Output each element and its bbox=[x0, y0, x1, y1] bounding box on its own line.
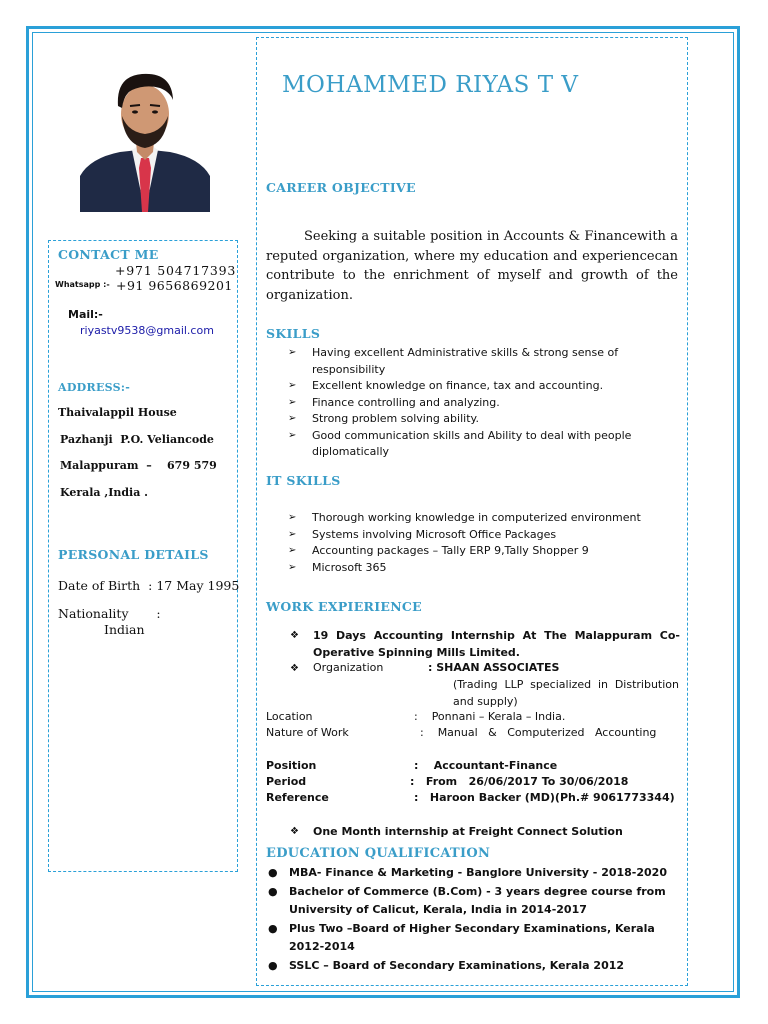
it-skills-list bbox=[288, 510, 680, 576]
period-value: : From 26/06/2017 To 30/06/2018 bbox=[410, 775, 629, 788]
whatsapp-label: Whatsapp :- bbox=[55, 280, 110, 289]
contact-heading: CONTACT ME bbox=[58, 247, 159, 262]
arrow-bullet-icon: ➢ bbox=[288, 413, 297, 424]
bullet-icon: ● bbox=[268, 921, 278, 935]
diamond-bullet-icon: ❖ bbox=[290, 630, 299, 641]
address-line: Pazhanji P.O. Veliancode bbox=[60, 433, 214, 446]
list-item: ➢ Finance controlling and analyzing. bbox=[288, 395, 680, 412]
it-skills-heading: IT SKILLS bbox=[266, 473, 341, 488]
list-item: ➢ Excellent knowledge on finance, tax and accounting. bbox=[288, 378, 680, 395]
nature-value: : Manual & Computerized Accounting bbox=[420, 726, 657, 739]
arrow-bullet-icon: ➢ bbox=[288, 380, 297, 391]
candidate-name: MOHAMMED RIYAS T V bbox=[282, 72, 579, 98]
arrow-bullet-icon: ➢ bbox=[288, 528, 297, 540]
mail-label: Mail:- bbox=[68, 308, 103, 321]
arrow-bullet-icon: ➢ bbox=[288, 396, 297, 408]
arrow-bullet-icon: ➢ bbox=[288, 347, 297, 358]
arrow-bullet-icon: ➢ bbox=[288, 429, 297, 441]
position-label: Position bbox=[266, 759, 317, 772]
date-of-birth: Date of Birth : 17 May 1995 bbox=[58, 578, 240, 593]
list-item: ➢ Strong problem solving ability. bbox=[288, 411, 680, 428]
whatsapp-number: +91 9656869201 bbox=[116, 278, 233, 293]
phone-number: +971 504717393 bbox=[115, 263, 237, 278]
arrow-bullet-icon: ➢ bbox=[288, 545, 297, 556]
list-item: ● Bachelor of Commerce (B.Com) - 3 years degree course from University of Calicut, Kerala, India in 2014-2017 bbox=[268, 884, 666, 916]
list-item: ➢ Systems involving Microsoft Office Packages bbox=[288, 527, 680, 544]
skills-heading: SKILLS bbox=[266, 326, 321, 341]
education-list bbox=[266, 864, 678, 975]
diamond-bullet-icon: ❖ bbox=[290, 826, 299, 837]
personal-heading: PERSONAL DETAILS bbox=[58, 547, 209, 562]
work-heading: WORK EXPIERIENCE bbox=[266, 599, 422, 614]
address-heading: ADDRESS:- bbox=[58, 381, 131, 394]
list-item: ● SSLC – Board of Secondary Examinations, Kerala 2012 bbox=[266, 957, 678, 976]
nationality-value: Indian bbox=[104, 622, 145, 637]
address-line: Malappuram – 679 579 bbox=[60, 459, 217, 472]
reference-label: Reference bbox=[266, 791, 329, 804]
education-heading: EDUCATION QUALIFICATION bbox=[266, 846, 491, 861]
list-item: ● MBA- Finance & Marketing - Banglore University - 2018-2020 bbox=[266, 864, 678, 883]
email-link[interactable]: riyastv9538@gmail.com bbox=[80, 324, 214, 337]
list-item: ➢ Having excellent Administrative skills & strong sense of responsibility bbox=[288, 346, 619, 376]
bullet-icon: ● bbox=[268, 958, 278, 972]
location-value: : Ponnani – Kerala – India. bbox=[414, 710, 566, 723]
skills-list bbox=[288, 345, 680, 461]
list-item: ➢ Good communication skills and Ability to deal with people diplomatically bbox=[288, 428, 632, 458]
list-item: ➢ Microsoft 365 bbox=[288, 560, 680, 577]
reference-value: : Haroon Backer (MD)(Ph.# 9061773344) bbox=[414, 791, 675, 804]
bullet-icon: ● bbox=[268, 866, 278, 879]
list-item: ➢ Thorough working knowledge in computerized environment bbox=[288, 510, 680, 527]
bullet-icon: ● bbox=[268, 884, 278, 898]
diamond-bullet-icon: ❖ bbox=[290, 663, 299, 674]
work-item: ❖ 19 Days Accounting Internship At The Malappuram Co-Operative Spinning Mills Limited. bbox=[290, 629, 680, 659]
career-heading: CAREER OBJECTIVE bbox=[266, 180, 416, 195]
arrow-bullet-icon: ➢ bbox=[288, 561, 297, 573]
organization-note: (Trading LLP specialized in Distribution and supply) bbox=[453, 678, 679, 708]
nature-label: Nature of Work bbox=[266, 726, 349, 739]
arrow-bullet-icon: ➢ bbox=[288, 512, 297, 523]
position-value: : Accountant-Finance bbox=[414, 759, 558, 772]
profile-photo bbox=[80, 66, 210, 212]
address-line: Thaivalappil House bbox=[58, 406, 177, 419]
organization-label: Organization bbox=[313, 661, 384, 674]
location-label: Location bbox=[266, 710, 313, 723]
career-objective-text: Seeking a suitable position in Accounts & Financewith a reputed organization, where my education and experiencecan contribute to the enrichment of myself and growth of the organization. bbox=[266, 229, 678, 303]
address-line: Kerala ,India . bbox=[60, 486, 149, 499]
nationality-label: Nationality : bbox=[58, 606, 161, 621]
period-label: Period bbox=[266, 775, 307, 788]
list-item: ➢ Accounting packages – Tally ERP 9,Tally Shopper 9 bbox=[288, 543, 680, 560]
work-item: One Month internship at Freight Connect Solution bbox=[313, 825, 623, 838]
organization-value: : SHAAN ASSOCIATES bbox=[428, 661, 560, 674]
list-item: ● Plus Two –Board of Higher Secondary Examinations, Kerala 2012-2014 bbox=[268, 921, 655, 953]
